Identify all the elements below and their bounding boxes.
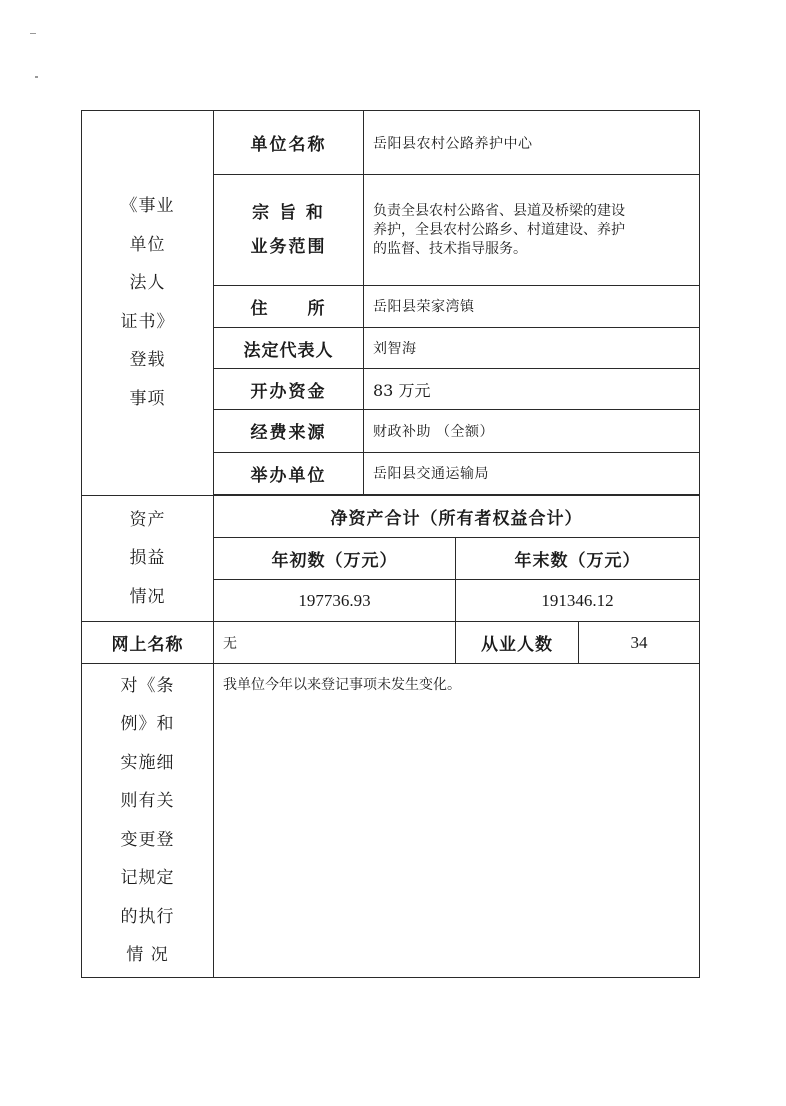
funding-value: 财政补助 （全额） [364, 410, 700, 452]
unit-name-row [82, 111, 700, 175]
unit-name-label: 单位名称 [214, 111, 364, 175]
unit-name-value: 岳阳县农村公路养护中心 [364, 111, 700, 175]
online-name-value: 无 [214, 622, 456, 664]
net-assets-header: 净资产合计（所有者权益合计） [214, 495, 700, 537]
sponsor-label: 举办单位 [214, 452, 364, 494]
sponsor-value: 岳阳县交通运输局 [364, 452, 700, 494]
funding-label: 经费来源 [214, 410, 364, 452]
end-year-value: 191346.12 [456, 580, 700, 622]
capital-value: 83 万元 [364, 369, 700, 410]
legal-rep-value: 刘智海 [364, 327, 700, 368]
registration-section-label: 《事业 单位 法人 证书》 登载 事项 [82, 111, 214, 496]
purpose-label: 宗 旨 和 业务范围 [214, 175, 364, 286]
compliance-section-label: 对《条 例》和 实施细 则有关 变更登 记规定 的执行 情 况 [82, 664, 214, 978]
assets-header-row [82, 495, 700, 537]
staff-count-label: 从业人数 [456, 622, 579, 664]
address-label: 住 所 [214, 285, 364, 327]
compliance-text: 我单位今年以来登记事项未发生变化。 [214, 664, 700, 978]
purpose-value: 负责全县农村公路省、县道及桥梁的建设 养护，全县农村公路乡、村道建设、养护 的监督、技术指导服务。 [364, 175, 700, 286]
registration-report-table [81, 110, 700, 978]
address-value: 岳阳县荣家湾镇 [364, 285, 700, 327]
online-row [82, 622, 700, 664]
capital-label: 开办资金 [214, 369, 364, 410]
end-year-label: 年末数（万元） [456, 537, 700, 579]
begin-year-label: 年初数（万元） [214, 537, 456, 579]
scan-mark [30, 33, 36, 34]
assets-section-label: 资产 损益 情况 [82, 495, 214, 622]
scan-mark [35, 76, 38, 78]
staff-count-value: 34 [579, 622, 700, 664]
begin-year-value: 197736.93 [214, 580, 456, 622]
legal-rep-label: 法定代表人 [214, 327, 364, 368]
online-name-label: 网上名称 [82, 622, 214, 664]
compliance-row [82, 664, 700, 978]
